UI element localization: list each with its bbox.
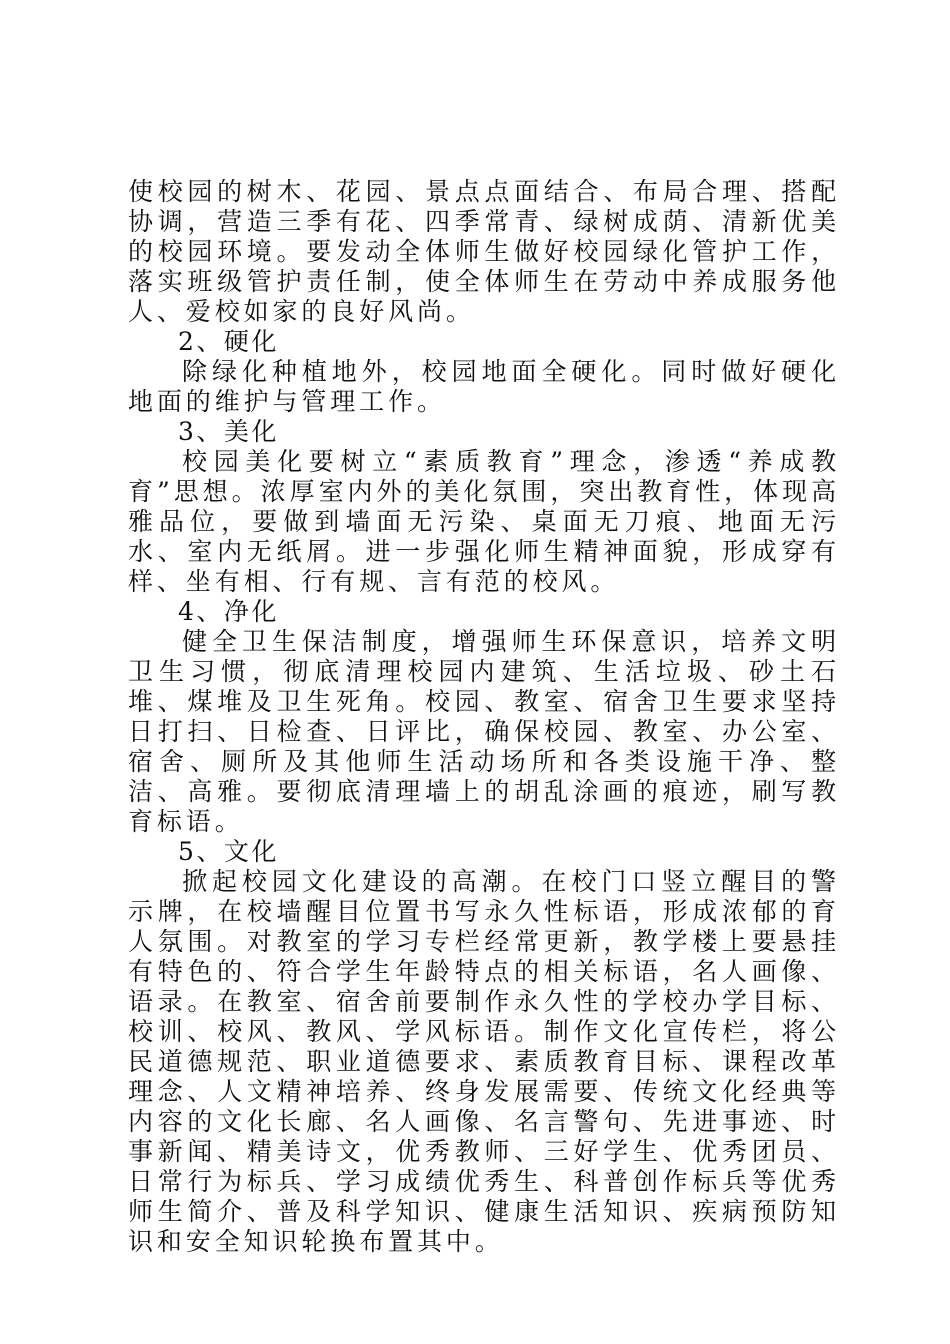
section-heading-purification: 4、净化 (178, 597, 279, 626)
paragraph-beautification: 校园美化要树立“素质教育”理念，渗透“养成教育”思想。浓厚室内外的美化氛围，突出教育性，体现高雅品位，要做到墙面无污染、桌面无刀痕、地面无污水、室内无纸屑。进一步强化师生精神面貌，形成穿有样、坐有相、行有规、言有范的校风。 (128, 447, 840, 596)
paragraph-greening-continued: 使校园的树木、花园、景点点面结合、布局合理、搭配协调，营造三季有花、四季常青、绿树成荫、清新优美的校园环境。要发动全体师生做好校园绿化管护工作，落实班级管护责任制，使全体师生在劳动中养成服务他人、爱校如家的良好风尚。 (128, 177, 840, 326)
paragraph-hardening: 除绿化种植地外，校园地面全硬化。同时做好硬化地面的维护与管理工作。 (128, 357, 840, 416)
document-body (128, 177, 840, 1257)
section-heading-hardening: 2、硬化 (178, 327, 279, 356)
paragraph-culture: 掀起校园文化建设的高潮。在校门口竖立醒目的警示牌，在校墙醒目位置书写永久性标语，形成浓郁的育人氛围。对教室的学习专栏经常更新，教学楼上要悬挂有特色的、符合学生年龄特点的相关标语，名人画像、语录。在教室、宿舍前要制作永久性的学校办学目标、校训、校风、教风、学风标语。制作文化宣传栏，将公民道德规范、职业道德要求、素质教育目标、课程改革理念、人文精神培养、终身发展需要、传统文化经典等内容的文化长廊、名人画像、名言警句、先进事迹、时事新闻、精美诗文，优秀教师、三好学生、优秀团员、日常行为标兵、学习成绩优秀生、科普创作标兵等优秀师生简介、普及科学知识、健康生活知识、疾病预防知识和安全知识轮换布置其中。 (128, 867, 840, 1256)
section-heading-culture: 5、文化 (178, 837, 279, 866)
section-heading-beautification: 3、美化 (178, 417, 279, 446)
paragraph-purification: 健全卫生保洁制度，增强师生环保意识，培养文明卫生习惯，彻底清理校园内建筑、生活垃圾、砂土石堆、煤堆及卫生死角。校园、教室、宿舍卫生要求坚持日打扫、日检查、日评比，确保校园、教室、办公室、宿舍、厕所及其他师生活动场所和各类设施干净、整洁、高雅。要彻底清理墙上的胡乱涂画的痕迹，刷写教育标语。 (128, 627, 840, 836)
